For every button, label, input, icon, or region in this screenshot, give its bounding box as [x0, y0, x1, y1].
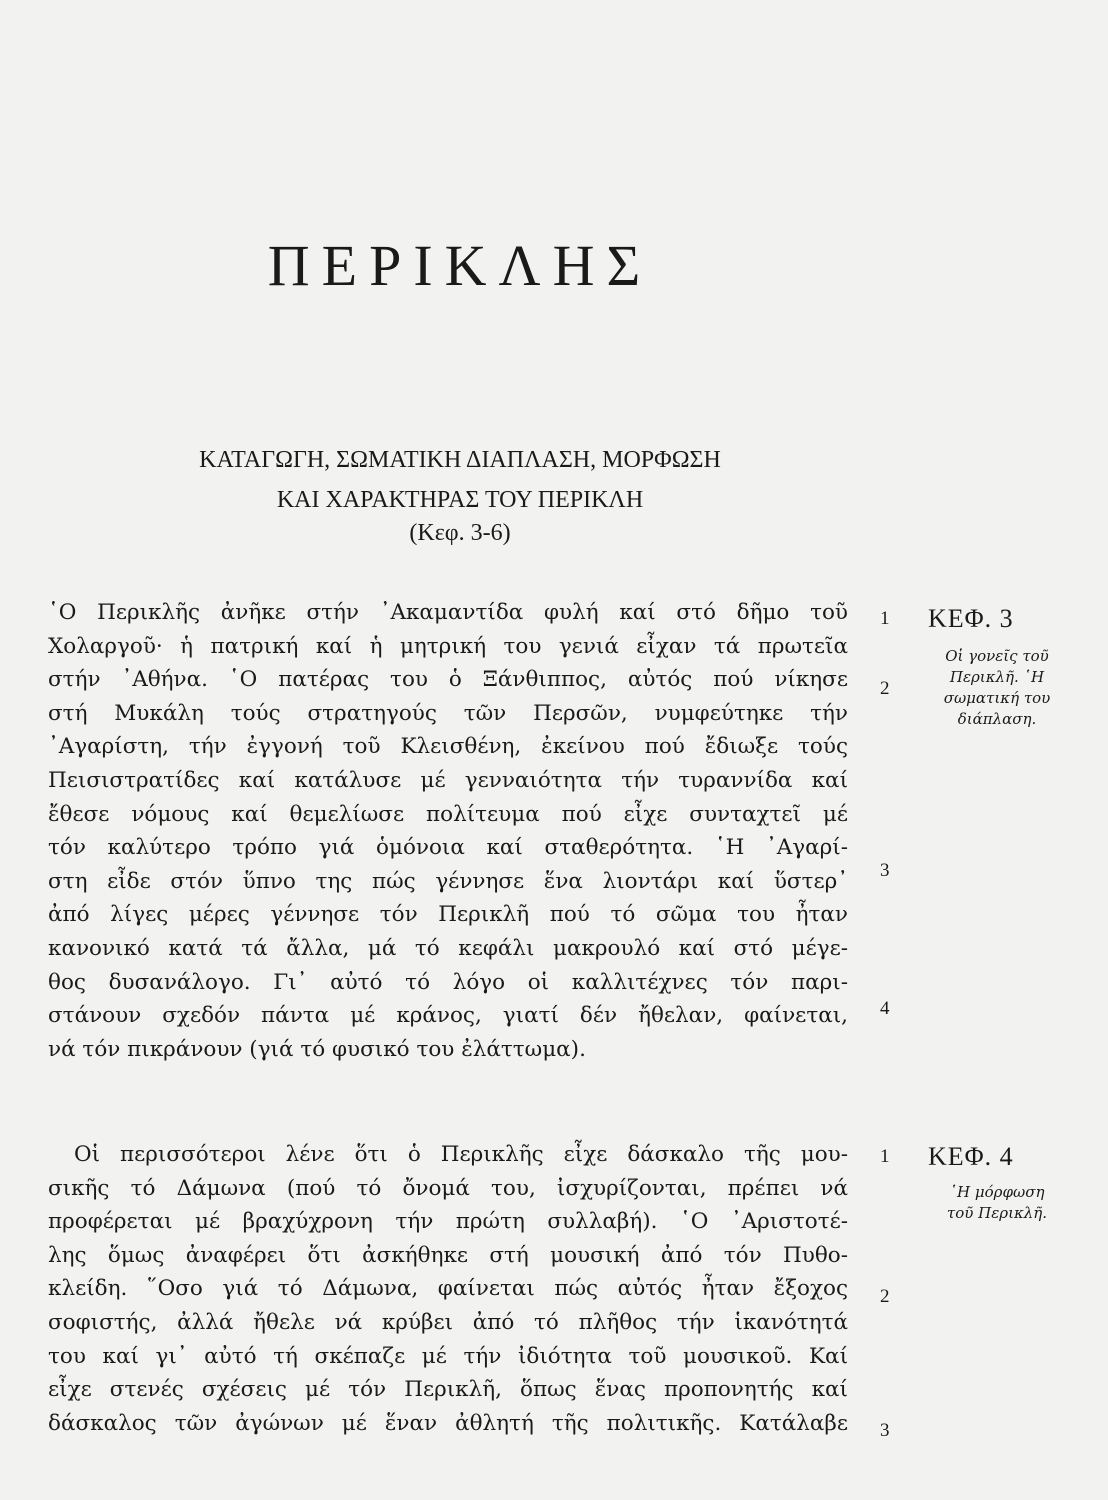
- line-number: 4: [880, 998, 890, 1019]
- text-line: ἔθεσε νόμους καί θεμελίωσε πολίτευμα πού εἶχε συνταχτεῖ μέ: [48, 801, 848, 827]
- text-line: κανονικό κατά τά ἄλλα, μά τό κεφάλι μακρουλό καί στό μέγε-: [48, 935, 848, 961]
- margin-note-line: τοῦ Περικλῆ.: [946, 1204, 1048, 1222]
- chapter-range: (Κεφ. 3-6): [409, 520, 511, 546]
- text-line: Οἱ περισσότεροι λένε ὅτι ὁ Περικλῆς εἶχε δάσκαλο τῆς μου-: [74, 1142, 848, 1167]
- page-title: ΠΕΡΙΚΛΗΣ: [267, 233, 653, 298]
- margin-note-line: σωματική του: [943, 689, 1051, 707]
- section-heading: [140, 440, 780, 520]
- line-number: 2: [880, 678, 890, 699]
- line-number: 2: [880, 1286, 890, 1307]
- line-number: 1: [880, 608, 890, 629]
- margin-chapter-title-4: ΚΕΦ. 4: [928, 1142, 1014, 1171]
- text-line: στη εἶδε στόν ὕπνο της πώς γέννησε ἕνα λιοντάρι καί ὕστερ᾿: [48, 868, 848, 894]
- margin-note-line: διάπλαση.: [957, 710, 1037, 728]
- text-line: ᾿Αγαρίστη, τήν ἐγγονή τοῦ Κλεισθένη, ἐκείνου πού ἔδιωξε τούς: [48, 734, 848, 760]
- text-line: κλείδη. ῞Οσο γιά τό Δάμωνα, φαίνεται πώς αὐτός ἦταν ἔξοχος: [48, 1276, 848, 1302]
- section-heading-line-1: ΚΑΤΑΓΩΓΗ, ΣΩΜΑΤΙΚΗ ΔΙΑΠΛΑΣΗ, ΜΟΡΦΩΣΗ: [199, 447, 721, 473]
- margin-note-line: ῾Η μόρφωση: [949, 1183, 1045, 1201]
- section-heading-line-2: ΚΑΙ ΧΑΡΑΚΤΗΡΑΣ ΤΟΥ ΠΕΡΙΚΛΗ: [276, 487, 644, 513]
- text-line: σοφιστής, ἀλλά ἤθελε νά κρύβει ἀπό τό πλῆθος τήν ἱκανότητά: [48, 1309, 848, 1335]
- line-number: 1: [880, 1146, 890, 1167]
- text-line: Πεισιστρατίδες καί κατάλυσε μέ γενναιότητα τήν τυραννίδα καί: [48, 767, 848, 793]
- paragraph-1: [48, 596, 848, 1066]
- margin-note-line: Περικλῆ. ῾Η: [949, 668, 1045, 686]
- margin-note-4: [922, 1182, 1072, 1224]
- line-number: 3: [880, 860, 890, 881]
- text-line: στή Μυκάλη τούς στρατηγούς τῶν Περσῶν, νυμφεύτηκε τήν: [48, 700, 848, 726]
- text-line: λης ὅμως ἀναφέρει ὅτι ἀσκήθηκε στή μουσική ἀπό τόν Πυθο-: [48, 1242, 848, 1268]
- text-line: προφέρεται μέ βραχύχρονη τήν πρώτη συλλαβή). ῾Ο ᾿Αριστοτέ-: [48, 1209, 848, 1235]
- paragraph-2: [48, 1138, 848, 1440]
- text-line: στήν ᾿Αθήνα. ῾Ο πατέρας του ὁ Ξάνθιππος, αὐτός πού νίκησε: [48, 667, 848, 693]
- text-line: δάσκαλος τῶν ἀγώνων μέ ἕναν ἀθλητή τῆς πολιτικῆς. Κατάλαβε: [48, 1410, 848, 1436]
- text-line: Χολαργοῦ· ἡ πατρική καί ἡ μητρική του γενιά εἶχαν τά πρωτεῖα: [48, 633, 848, 659]
- margin-note-3: [922, 646, 1072, 730]
- text-line: του καί γι᾿ αὐτό τή σκέπαζε μέ τήν ἰδιότητα τοῦ μουσικοῦ. Καί: [48, 1343, 848, 1369]
- margin-note-line: Οἱ γονεῖς τοῦ: [945, 647, 1049, 665]
- text-line: νά τόν πικράνουν (γιά τό φυσικό του ἐλάττωμα).: [48, 1036, 586, 1062]
- margin-chapter-title-3: ΚΕΦ. 3: [928, 604, 1014, 633]
- text-line: θος δυσανάλογο. Γι᾿ αὐτό τό λόγο οἱ καλλιτέχνες τόν παρι-: [48, 969, 848, 995]
- line-number: 3: [880, 1420, 890, 1441]
- text-line: σικῆς τό Δάμωνα (πού τό ὄνομά του, ἰσχυρίζονται, πρέπει νά: [48, 1175, 848, 1201]
- text-line: στάνουν σχεδόν πάντα μέ κράνος, γιατί δέν ἤθελαν, φαίνεται,: [48, 1003, 848, 1029]
- text-line: τόν καλύτερο τρόπο γιά ὁμόνοια καί σταθερότητα. ῾Η ᾿Αγαρί-: [48, 835, 848, 861]
- text-line: εἶχε στενές σχέσεις μέ τόν Περικλῆ, ὅπως ἕνας προπονητής καί: [48, 1377, 848, 1403]
- text-line: ῾Ο Περικλῆς ἀνῆκε στήν ᾿Ακαμαντίδα φυλή καί στό δῆμο τοῦ: [48, 600, 848, 625]
- text-line: ἀπό λίγες μέρες γέννησε τόν Περικλῆ πού τό σῶμα του ἦταν: [48, 902, 848, 928]
